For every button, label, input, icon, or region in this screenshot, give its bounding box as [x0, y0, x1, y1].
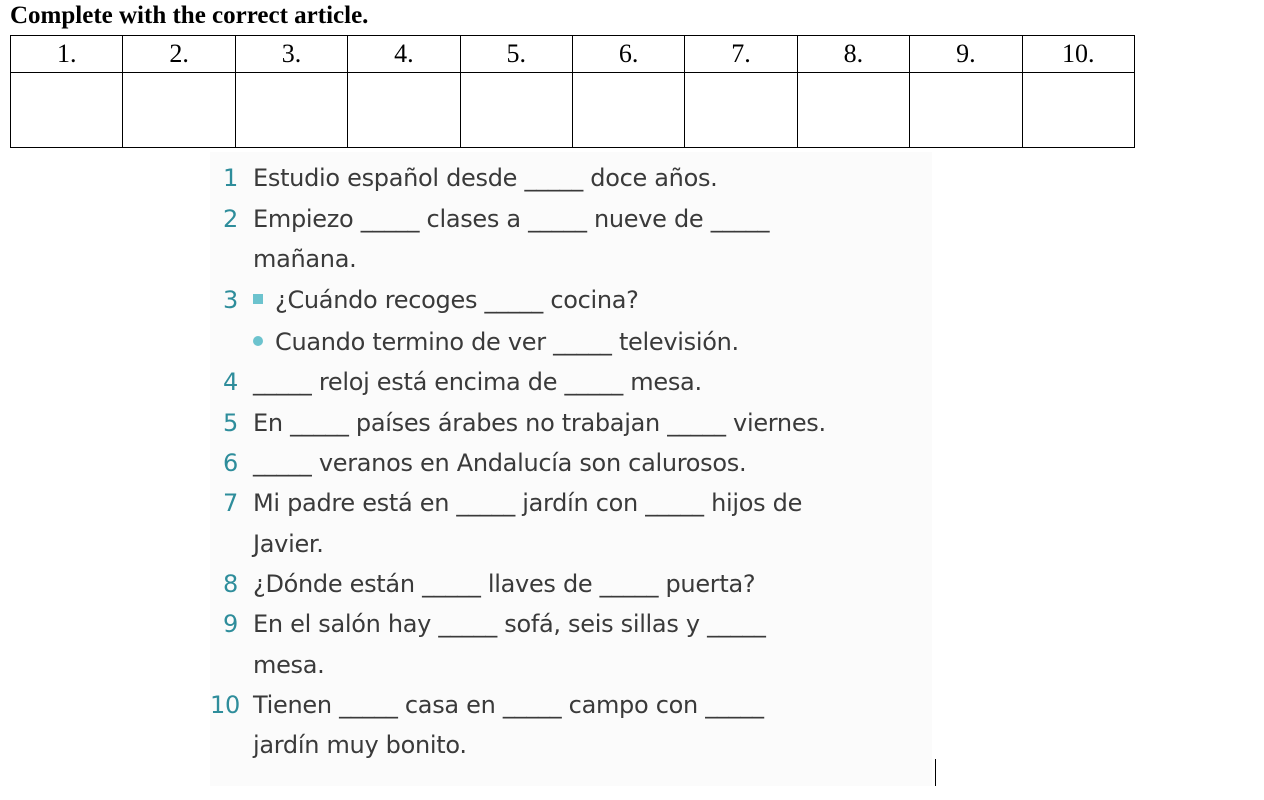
answer-table-header-row	[11, 36, 1135, 73]
exercise-sentence: _____ reloj está encima de _____ mesa.	[253, 368, 702, 396]
exercise-sentence: En _____ países árabes no trabajan _____ viernes.	[253, 409, 826, 437]
answer-header-10: 10.	[1022, 36, 1134, 73]
answer-cell-1[interactable]	[11, 73, 123, 148]
answer-cell-6[interactable]	[572, 73, 684, 148]
exercise-number: 8	[223, 570, 238, 598]
answer-header-8: 8.	[797, 36, 909, 73]
exercise-sentence: mañana.	[253, 245, 357, 273]
answer-header-5: 5.	[460, 36, 572, 73]
exercise-sentence: En el salón hay _____ sofá, seis sillas y _____	[253, 610, 766, 638]
answer-cell-8[interactable]	[797, 73, 909, 148]
exercise-sentence: Javier.	[253, 530, 324, 558]
answer-input-8[interactable]	[798, 73, 909, 147]
answer-input-7[interactable]	[685, 73, 796, 147]
round-bullet-icon	[253, 336, 263, 346]
answer-cell-7[interactable]	[685, 73, 797, 148]
answer-header-9: 9.	[910, 36, 1022, 73]
answer-table-input-row	[11, 73, 1135, 148]
answer-cell-3[interactable]	[235, 73, 347, 148]
answer-header-1: 1.	[11, 36, 123, 73]
exercise-number: 1	[223, 164, 238, 192]
exercise-image	[210, 152, 932, 786]
text-cursor	[935, 759, 936, 786]
answer-header-7: 7.	[685, 36, 797, 73]
exercise-sentence: ¿Dónde están _____ llaves de _____ puerta?	[253, 570, 756, 598]
answer-header-4: 4.	[348, 36, 460, 73]
exercise-sentence: Mi padre está en _____ jardín con _____ hijos de	[253, 489, 803, 517]
exercise-sentence: jardín muy bonito.	[253, 731, 467, 759]
answer-cell-5[interactable]	[460, 73, 572, 148]
exercise-number: 7	[223, 489, 238, 517]
exercise-number: 3	[223, 286, 238, 314]
answer-input-3[interactable]	[236, 73, 347, 147]
answer-input-6[interactable]	[573, 73, 684, 147]
answer-header-3: 3.	[235, 36, 347, 73]
page-title: Complete with the correct article.	[10, 2, 369, 29]
exercise-sentence: _____ veranos en Andalucía son calurosos.	[253, 449, 747, 477]
exercise-dialogue-answer	[253, 322, 739, 362]
exercise-sentence: mesa.	[253, 651, 325, 679]
exercise-sentence: Empiezo _____ clases a _____ nueve de _____	[253, 205, 770, 233]
answer-header-2: 2.	[123, 36, 235, 73]
answer-input-2[interactable]	[123, 73, 234, 147]
exercise-number: 5	[223, 409, 238, 437]
exercise-number: 9	[223, 610, 238, 638]
exercise-sentence: ¿Cuándo recoges _____ cocina?	[275, 286, 639, 314]
answer-input-10[interactable]	[1023, 73, 1134, 147]
answer-input-4[interactable]	[348, 73, 459, 147]
exercise-number: 4	[223, 368, 238, 396]
exercise-number: 6	[223, 449, 238, 477]
answer-cell-9[interactable]	[910, 73, 1022, 148]
answer-input-5[interactable]	[461, 73, 572, 147]
answer-cell-2[interactable]	[123, 73, 235, 148]
exercise-sentence: Tienen _____ casa en _____ campo con _____	[253, 691, 764, 719]
answer-input-9[interactable]	[910, 73, 1021, 147]
answer-header-6: 6.	[572, 36, 684, 73]
answer-cell-10[interactable]	[1022, 73, 1134, 148]
exercise-number: 2	[223, 205, 238, 233]
exercise-sentence: Cuando termino de ver _____ televisión.	[275, 328, 739, 356]
exercise-number: 10	[210, 691, 240, 719]
square-bullet-icon	[253, 294, 263, 304]
answer-table	[10, 35, 1135, 148]
answer-cell-4[interactable]	[348, 73, 460, 148]
exercise-dialogue-question	[253, 280, 639, 320]
answer-input-1[interactable]	[11, 73, 122, 147]
exercise-sentence: Estudio español desde _____ doce años.	[253, 164, 718, 192]
